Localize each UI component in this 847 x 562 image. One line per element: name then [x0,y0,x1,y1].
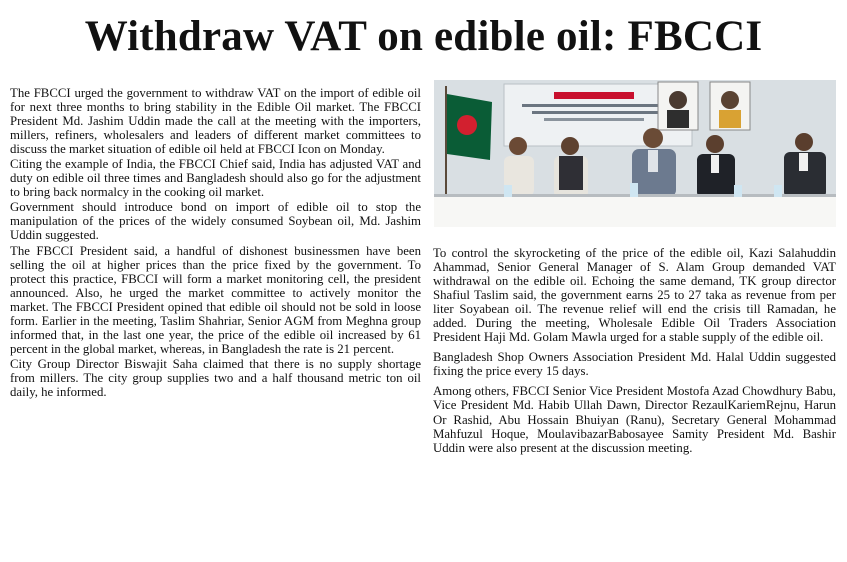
paragraph: Citing the example of India, the FBCCI Chief said, India has adjusted VAT and duty on edible oil three times and Bangladesh should also go for the adjustment to bring back normalcy in the cooking oil market. [10,157,421,200]
meeting-photo [434,80,836,227]
meeting-photo-illustration [434,80,836,227]
paragraph: Among others, FBCCI Senior Vice President Mostofa Azad Chowdhury Babu, Vice President Md. Habib Ullah Dawn, Director RezaulKariemRejnu, Harun Or Rashid, Abu Hossain Bhuiyan (Ranu), Secretary General Mohammad Mahfuzul Hoque, MoulavibazarBabosayee Samity President Md. Bashir Uddin were also present at the discussion meeting. [433,384,836,455]
paragraph: Government should introduce bond on import of edible oil to stop the manipulation of the prices of the widely consumed Soybean oil, Md. Jashim Uddin suggested. [10,200,421,243]
right-column [433,246,836,461]
banner-title-strip [554,92,634,99]
paragraph: City Group Director Biswajit Saha claimed that there is no supply shortage from millers. The city group supplies two and a half thousand metric ton oil daily, he informed. [10,356,421,399]
headline: Withdraw VAT on edible oil: FBCCI [84,13,763,60]
table [434,196,836,227]
paragraph: Bangladesh Shop Owners Association President Md. Halal Uddin suggested fixing the price every 15 days. [433,350,836,379]
left-column [10,86,421,400]
paragraph: The FBCCI President said, a handful of dishonest businessmen have been selling the oil at higher prices than the price fixed by the government. To protect this practice, FBCCI will form a market monitoring cell, the president announced. Also, he urged the market committee to actively monitor the market. The FBCCI President opined that edible oil should not be sold in loose form. Earlier in the meeting, Taslim Shahriar, Senior AGM from Meghna group informed that, in the last one year, the price of the edible oil increased by 61 percent in the global market, whereas, in Bangladesh the rate is 21 percent. [10,243,421,356]
paragraph: The FBCCI urged the government to withdraw VAT on the import of edible oil for next three months to bring stability in the Edible Oil market. The FBCCI President Md. Jashim Uddin made the call at the meeting with the importers, millers, refiners, wholesalers and leaders of different market committees to discuss the market situation of edible oil held at FBCCI Icon on Monday. [10,86,421,157]
paragraph: To control the skyrocketing of the price of the edible oil, Kazi Salahuddin Ahammad, Senior General Manager of S. Alam Group demanded VAT withdrawal on the edible oil. Echoing the same demand, TK group director Shafiul Taslim said, the government earns 25 to 27 taka as revenue from per liter Soyabean oil. The revenue relief will end the crisis till Ramadan, he added. During the meeting, Wholesale Edible Oil Traders Association President Haji Md. Golam Mawla urged for a stable supply of the edible oil. [433,246,836,345]
